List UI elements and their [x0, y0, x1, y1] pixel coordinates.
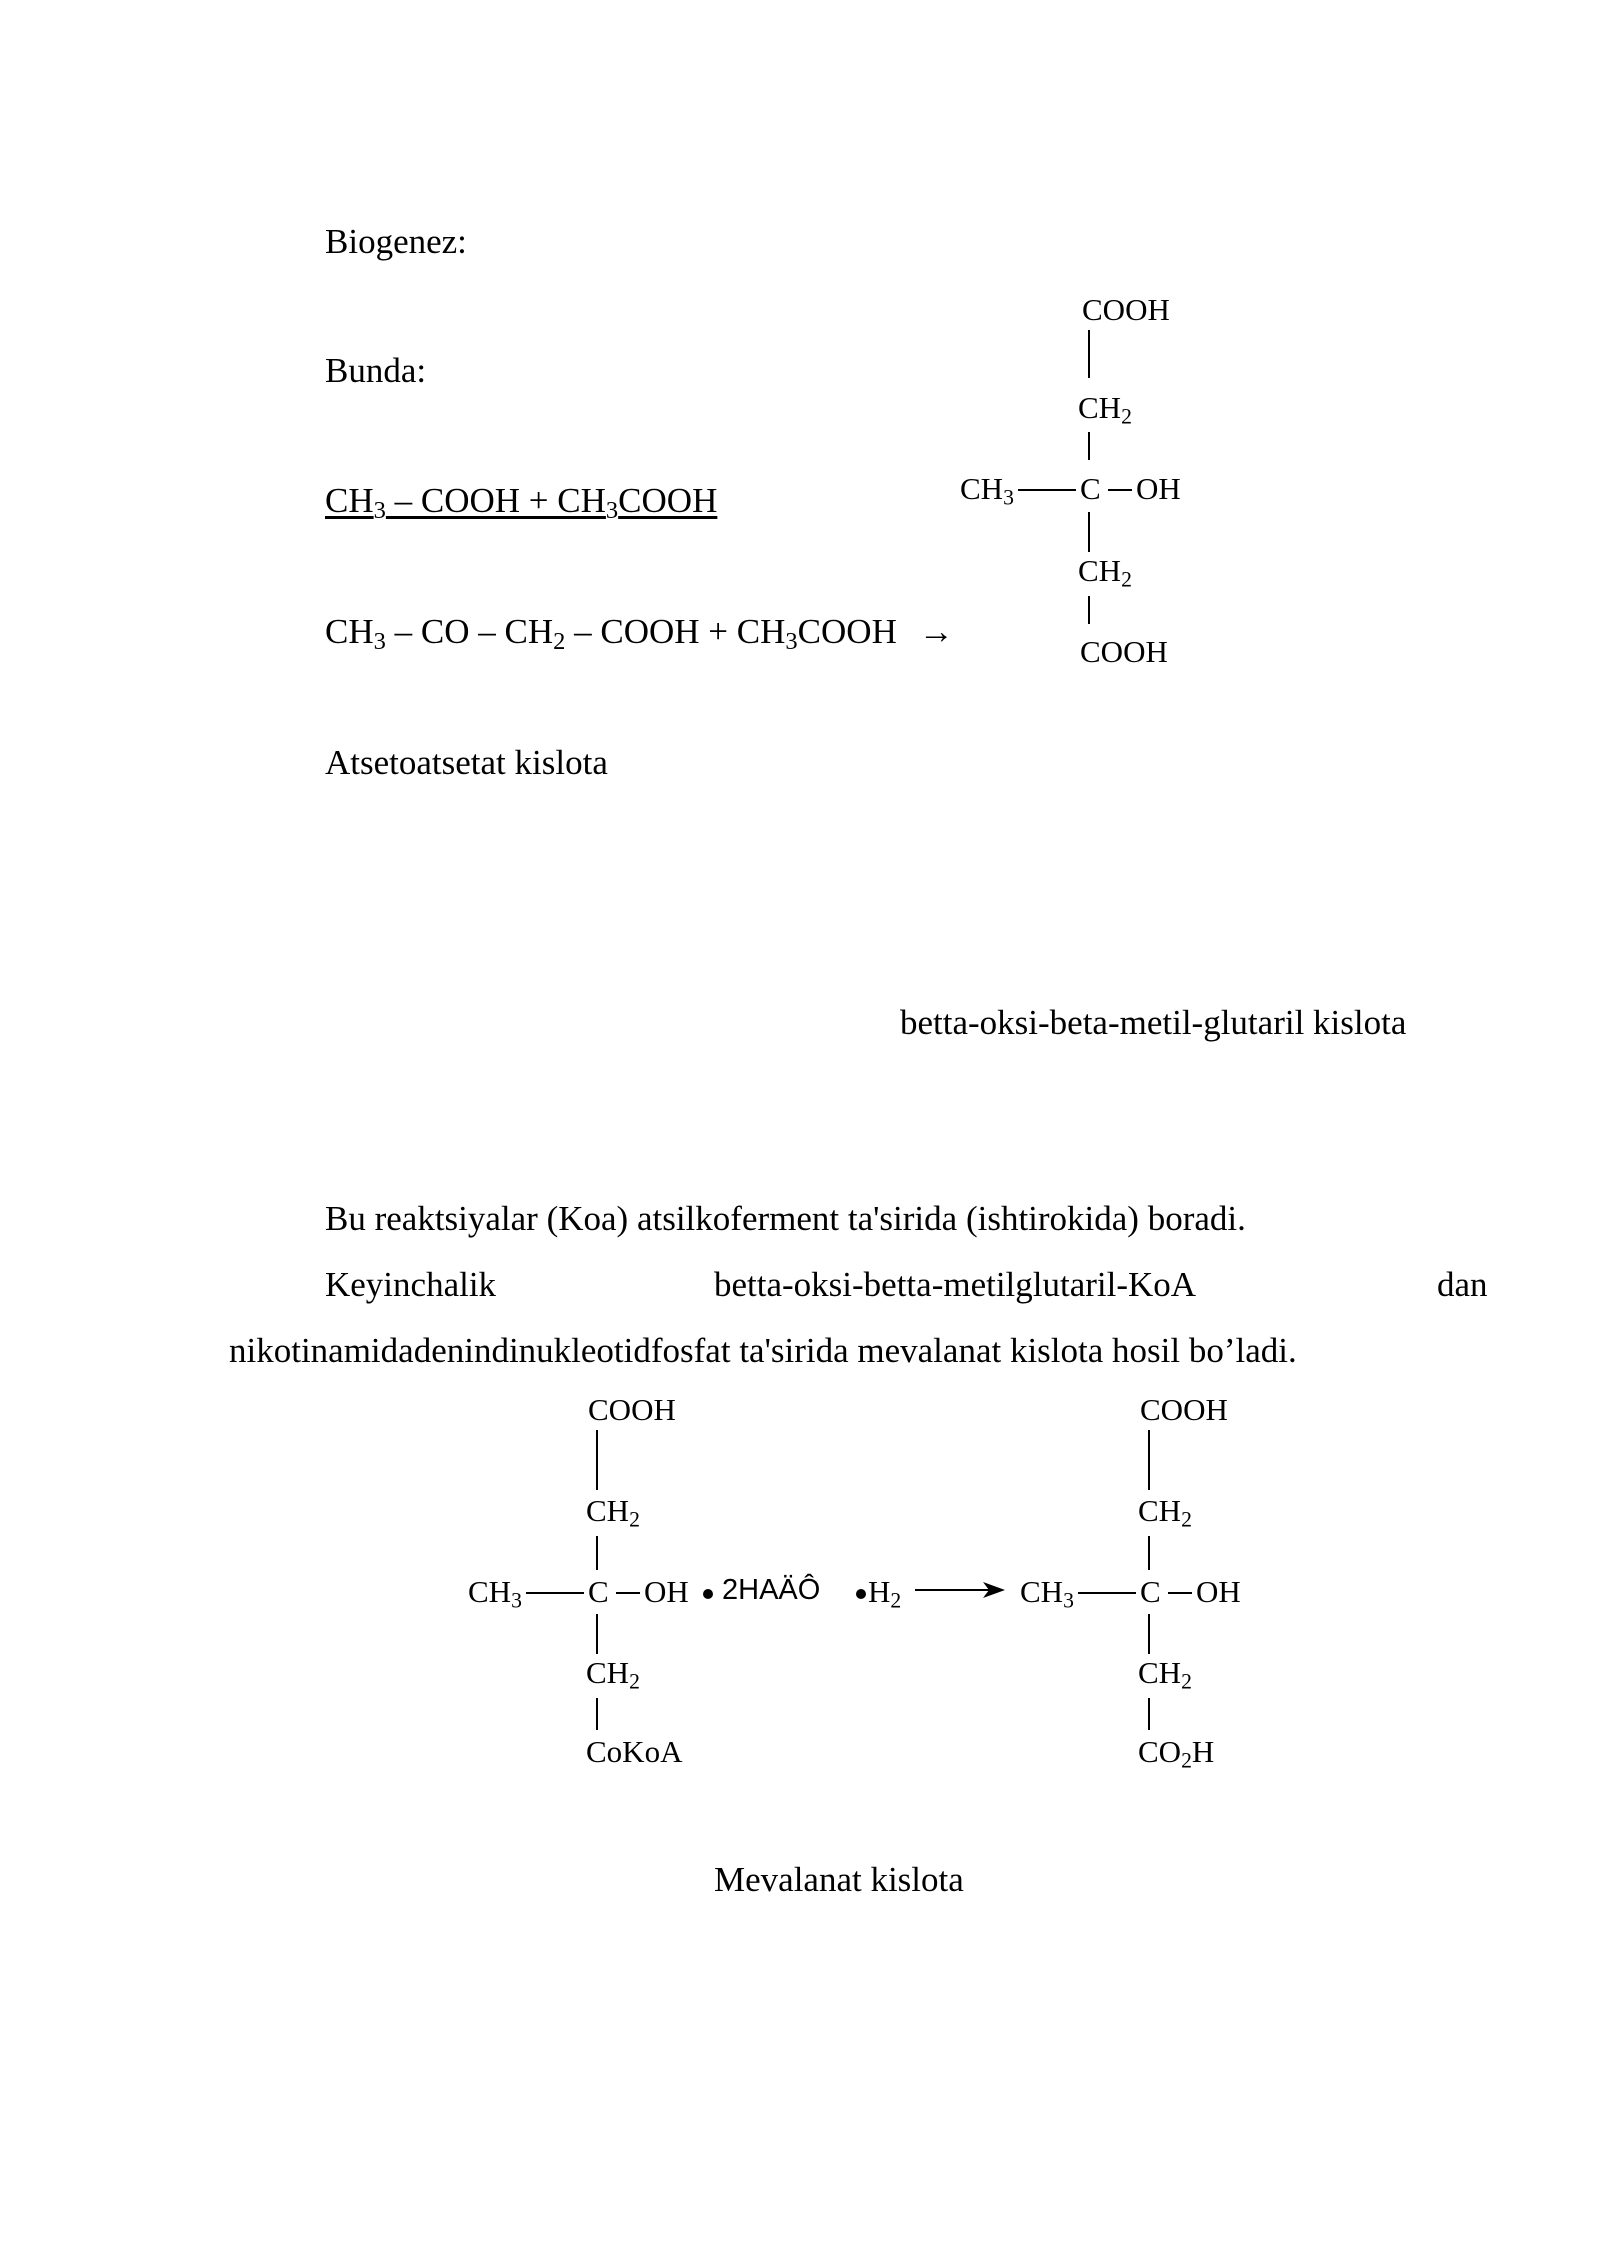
paragraph-line-2c: dan: [1437, 1265, 1488, 1304]
structure2-bottom: CoKoA: [586, 1734, 683, 1769]
paragraph-line-2a: Keyinchalik: [325, 1265, 497, 1304]
bullet-dot: [703, 1589, 713, 1599]
label-glutaril: betta-oksi-beta-metil-glutaril kislota: [900, 1003, 1407, 1042]
bond: [1088, 596, 1090, 624]
reagent-label: 2HAÄÔ: [722, 1574, 821, 1606]
bond: [526, 1592, 584, 1594]
structure3-top: COOH: [1140, 1392, 1228, 1427]
heading-biogenez: Biogenez:: [325, 222, 467, 261]
structure3-carbon: C: [1140, 1574, 1161, 1609]
reaction-arrow: →: [918, 612, 954, 651]
structure3-oh: OH: [1196, 1574, 1241, 1609]
bond: [1148, 1430, 1150, 1490]
structure3-ch3: $CH_3$: [1020, 1574, 1074, 1613]
structure2-ch2-lower: $CH_2$: [586, 1655, 640, 1694]
bond: [1108, 489, 1132, 491]
bond: [1148, 1536, 1150, 1570]
bond: [1018, 489, 1076, 491]
structure1-oh: OH: [1136, 471, 1181, 506]
reaction-arrow-icon: [915, 1578, 1005, 1602]
bond: [1088, 432, 1090, 460]
structure2-carbon: C: [588, 1574, 609, 1609]
paragraph-line-1: Bu reaktsiyalar (Koa) atsilkoferment ta'sirida (ishtirokida) boradi.: [325, 1199, 1246, 1238]
structure1-ch3: $CH_3$: [960, 471, 1014, 510]
structure1-ch2-lower: $CH_2$: [1078, 553, 1132, 592]
structure1-ch2-upper: $CH_2$: [1078, 390, 1132, 429]
structure1-bottom: COOH: [1080, 634, 1168, 669]
bond: [596, 1536, 598, 1570]
bullet-dot: [856, 1589, 866, 1599]
structure1-top: COOH: [1082, 292, 1170, 327]
bond: [1088, 330, 1090, 378]
bond: [1148, 1698, 1150, 1730]
label-atsetoatsetat: Atsetoatsetat kislota: [325, 743, 608, 782]
heading-bunda: Bunda:: [325, 351, 427, 390]
structure3-ch2-upper: $CH_2$: [1138, 1493, 1192, 1532]
structure3-bottom: $CO_2H$: [1138, 1734, 1215, 1773]
structure2-oh: OH: [644, 1574, 689, 1609]
structure2-ch3: $CH_3$: [468, 1574, 522, 1613]
bond: [596, 1698, 598, 1730]
structure2-top: COOH: [588, 1392, 676, 1427]
label-mevalanat: Mevalanat kislota: [714, 1860, 964, 1899]
structure1-carbon: C: [1080, 471, 1101, 506]
reagent-h2: $H_2$: [868, 1574, 902, 1613]
bond: [1078, 1592, 1136, 1594]
bond: [1148, 1614, 1150, 1654]
paragraph-line-2b: betta-oksi-betta-metilglutaril-KoA: [714, 1265, 1197, 1304]
reaction-1: $CH_3$ – COOH + $CH_3COOH$: [325, 481, 718, 525]
bond: [616, 1592, 640, 1594]
paragraph-line-3: nikotinamidadenindinukleotidfosfat ta'sirida mevalanat kislota hosil bo’ladi.: [229, 1331, 1297, 1370]
bond: [1088, 512, 1090, 552]
structure2-ch2-upper: $CH_2$: [586, 1493, 640, 1532]
bond: [596, 1614, 598, 1654]
structure3-ch2-lower: $CH_2$: [1138, 1655, 1192, 1694]
bond: [596, 1430, 598, 1490]
reaction-2: $CH_3$ – CO – $CH_2$ – COOH + $CH_3COOH$ →: [325, 612, 954, 656]
bond: [1168, 1592, 1192, 1594]
